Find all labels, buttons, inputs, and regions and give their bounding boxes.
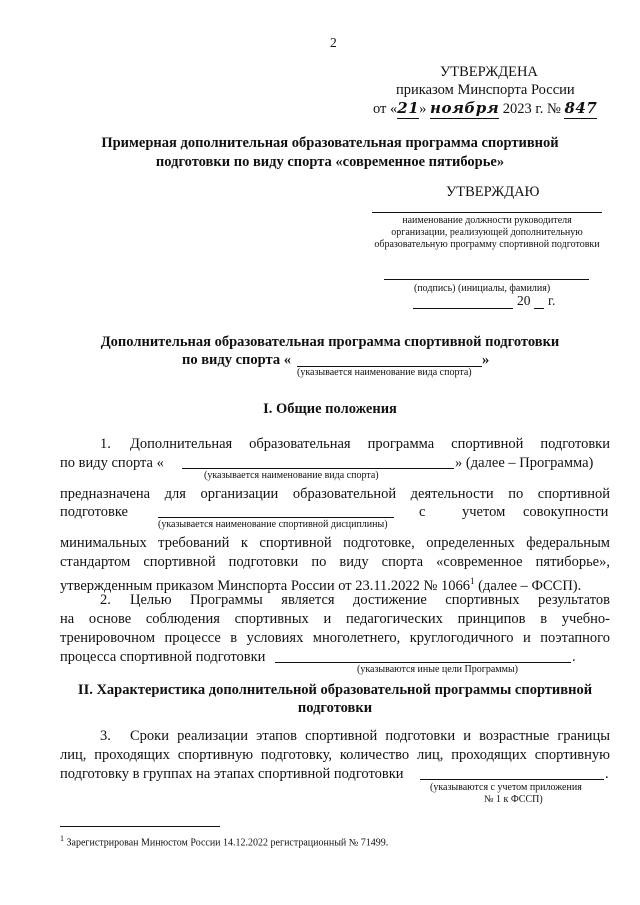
p3-hint-2: № 1 к ФССП) — [484, 794, 543, 805]
program-title-line1: Дополнительная образовательная программа спортивной подготовки — [100, 334, 560, 350]
section2-heading-line1: II. Характеристика дополнительной образовательной программы спортивной — [77, 682, 593, 698]
footnote-ref: 1 — [470, 576, 475, 586]
p3-line2: лиц, проходящих спортивную подготовку, количество лиц, проходящих спортивную — [60, 747, 610, 763]
p1-sport-hint: (указывается наименование вида спорта) — [204, 470, 379, 481]
approval-day-handwritten: 21 — [397, 99, 420, 117]
date-year-g: г. — [548, 293, 556, 308]
p1-line4-b: с — [419, 504, 426, 520]
date-year-blank — [534, 308, 544, 309]
page-number: 2 — [330, 35, 337, 50]
approval-title: УТВЕРЖДЕНА — [440, 64, 538, 80]
approval-date-line — [373, 98, 597, 119]
approval-order-line: приказом Минспорта России — [396, 82, 575, 98]
p1-number: 1. — [100, 436, 111, 452]
p1-discipline-line — [158, 517, 394, 518]
signature-hint: (подпись) (инициалы, фамилия) — [414, 283, 551, 294]
position-hint-3: образовательную программу спортивной подготовки — [374, 239, 600, 250]
p3-line1: Сроки реализации этапов спортивной подготовки и возрастные границы — [130, 728, 610, 744]
approval-date-prefix: от « — [373, 101, 398, 117]
main-title-line2: подготовки по виду спорта «современное пятиборье» — [155, 154, 505, 170]
p2-line3: тренировочном процессе в условиях многолетнего, круглогодичного и поэтапного — [60, 630, 610, 646]
p2-line4-prefix: процесса спортивной подготовки — [60, 649, 266, 665]
p1-sport-line — [182, 468, 454, 469]
date-year-20: 20 — [517, 293, 531, 308]
sport-name-hint: (указывается наименование вида спорта) — [297, 367, 472, 378]
approval-month-handwritten: ноября — [430, 99, 500, 117]
p1-discipline-hint: (указывается наименование спортивной дисциплины) — [158, 519, 388, 530]
program-title-line2-suffix: » — [482, 352, 490, 368]
program-title-line2-prefix: по виду спорта « — [182, 352, 291, 368]
position-line — [372, 212, 602, 213]
p1-line2-prefix: по виду спорта « — [60, 455, 164, 471]
p1-line7-a: утвержденным приказом Минспорта России от 23.11.2022 № 1066 — [60, 577, 471, 594]
footnote — [60, 833, 388, 849]
p1-line7-b: (далее – ФССП). — [474, 577, 582, 594]
position-hint-2: организации, реализующей дополнительную — [391, 227, 583, 238]
footnote-text: Зарегистрирован Минюстом России 14.12.2022 регистрационный № 71499. — [64, 837, 389, 849]
p1-line1: Дополнительная образовательная программа спортивной подготовки — [130, 436, 610, 452]
p1-line2-suffix: » (далее – Программа) — [455, 455, 594, 471]
p1-line6: стандартом спортивной подготовки по виду спорта «современное пятиборье», — [60, 554, 610, 570]
p2-goals-line — [275, 662, 571, 663]
position-hint-1: наименование должности руководителя — [402, 215, 572, 226]
approval-date-mid: » — [419, 101, 427, 117]
p2-line1: Целью Программы является достижение спортивных результатов — [130, 592, 610, 608]
p3-groups-line — [420, 779, 604, 780]
p3-hint-1: (указываются с учетом приложения — [430, 782, 582, 793]
p2-line4-suffix: . — [572, 649, 576, 665]
p2-number: 2. — [100, 592, 111, 608]
p3-number: 3. — [100, 728, 111, 744]
footnote-marker: 1 — [60, 834, 64, 843]
section1-heading: I. Общие положения — [263, 401, 397, 417]
section2-heading-line2: подготовки — [297, 700, 373, 716]
p1-line4-a: подготовке — [60, 504, 128, 520]
main-title-line1: Примерная дополнительная образовательная программа спортивной — [101, 135, 559, 151]
approval-number-handwritten: 847 — [564, 99, 598, 117]
approve-title: УТВЕРЖДАЮ — [446, 184, 540, 200]
p1-line4-d: совокупности — [523, 504, 609, 520]
p1-line5: минимальных требований к спортивной подготовке, определенных федеральным — [60, 535, 610, 551]
signature-line — [384, 279, 589, 280]
date-line — [413, 308, 513, 309]
p2-goals-hint: (указываются иные цели Программы) — [357, 664, 519, 675]
p1-line3: предназначена для организации образовательной деятельности по спортивной — [60, 486, 610, 502]
approval-year-text: 2023 г. № — [502, 101, 561, 117]
p3-line3-prefix: подготовку в группах на этапах спортивной подготовки — [60, 766, 404, 782]
p3-line3-suffix: . — [605, 766, 609, 782]
footnote-separator — [60, 826, 220, 827]
p2-line2: на основе соблюдения спортивных и педагогических принципов в учебно- — [60, 611, 610, 627]
p1-line4-c: учетом — [462, 504, 506, 520]
